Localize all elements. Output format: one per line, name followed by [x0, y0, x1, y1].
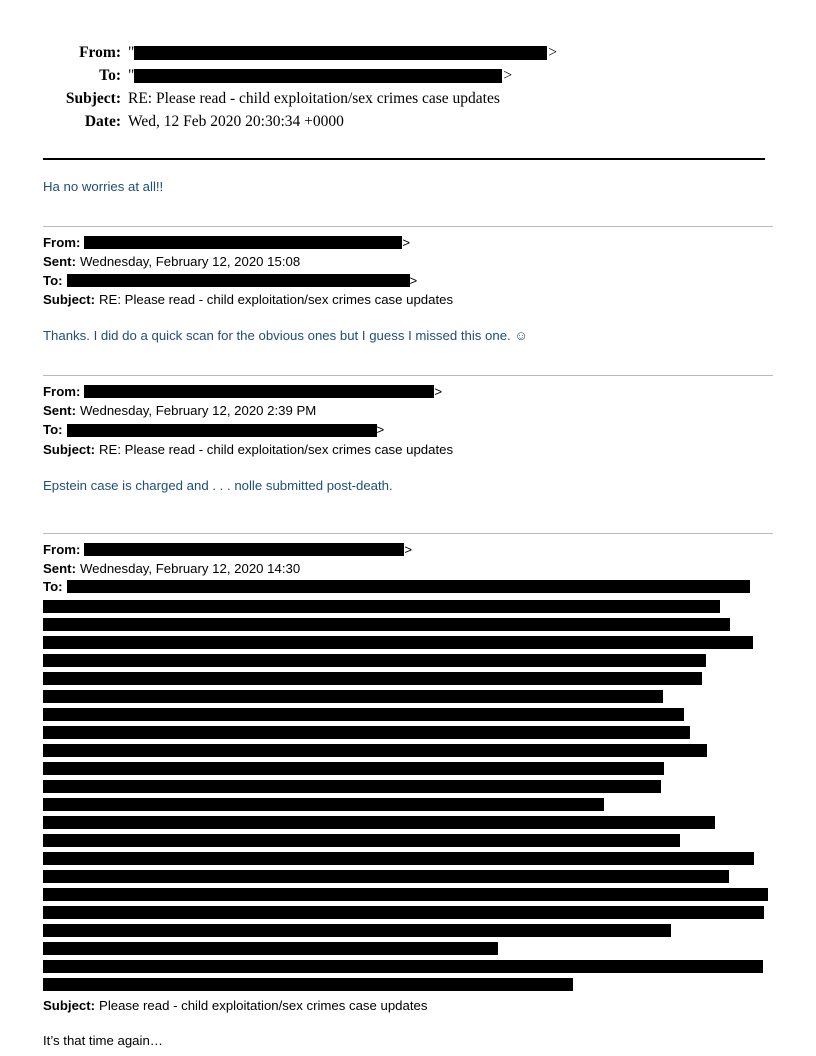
- message-sent-row: [43, 401, 773, 420]
- message-to-label: To:: [43, 273, 63, 289]
- redaction-bar: [43, 924, 671, 937]
- message-separator: [43, 533, 773, 534]
- message-sent-value: Wednesday, February 12, 2020 2:39 PM: [79, 403, 317, 419]
- redaction-bar: [43, 672, 702, 685]
- angle-bracket: >: [402, 234, 411, 250]
- message-to-row: [43, 271, 773, 290]
- redaction-bar: [43, 960, 763, 973]
- message-sent-row: [43, 559, 773, 578]
- message-sent-value: Wednesday, February 12, 2020 14:30: [79, 560, 301, 576]
- message-body: It’s that time again…: [43, 1032, 163, 1048]
- message-from-label: From:: [43, 234, 81, 250]
- redaction-bar: [43, 654, 706, 667]
- redaction-bar: [43, 816, 715, 829]
- redaction-bar: [84, 385, 434, 398]
- redaction-bar: [134, 46, 547, 60]
- email-header: [43, 44, 773, 136]
- redaction-bar: [43, 618, 730, 631]
- redaction-bar: [43, 636, 753, 649]
- redaction-bar: [43, 906, 764, 919]
- redaction-bar: [43, 690, 663, 703]
- angle-bracket: >: [548, 44, 558, 61]
- message-to-label: To:: [43, 578, 63, 594]
- message-from-label: From:: [43, 384, 81, 400]
- message-from-row: [43, 540, 773, 559]
- redaction-bar: [43, 744, 707, 757]
- message-to-row: [43, 578, 773, 595]
- angle-bracket: >: [503, 67, 513, 84]
- angle-bracket: >: [409, 273, 418, 289]
- message-separator: [43, 226, 773, 227]
- header-row-from: [43, 44, 773, 64]
- redaction-bar: [43, 888, 768, 901]
- message-from-row: [43, 382, 773, 401]
- redaction-bar: [43, 798, 604, 811]
- redaction-bar: [84, 543, 404, 556]
- header-label-subject: Subject:: [65, 90, 121, 107]
- reply-text: Ha no worries at all!!: [43, 179, 164, 194]
- message-body: Epstein case is charged and . . . nolle submitted post-death.: [43, 477, 393, 493]
- message-subject-row: [43, 290, 773, 309]
- message-subject-label: Subject:: [43, 292, 96, 308]
- redaction-bar: [43, 708, 684, 721]
- message-sent-label: Sent:: [43, 253, 76, 269]
- message-sent-label: Sent:: [43, 560, 76, 576]
- quoted-message-3: [43, 533, 773, 1048]
- redaction-bar: [43, 870, 729, 883]
- redaction-bar: [43, 942, 498, 955]
- redaction-bar: [67, 424, 377, 437]
- message-to-row: [43, 420, 773, 439]
- redaction-bar: [67, 274, 410, 287]
- redaction-bar: [134, 69, 502, 83]
- redaction-bar: [43, 978, 573, 991]
- header-divider: [43, 158, 765, 160]
- header-row-date: [43, 113, 773, 133]
- message-to-label: To:: [43, 422, 63, 438]
- message-sent-value: Wednesday, February 12, 2020 15:08: [79, 253, 301, 269]
- redacted-recipient-list: [43, 600, 773, 991]
- header-value-date: Wed, 12 Feb 2020 20:30:34 +0000: [128, 113, 344, 130]
- angle-bracket: >: [404, 541, 413, 557]
- message-from-row: [43, 233, 773, 252]
- angle-bracket: >: [434, 384, 443, 400]
- message-subject-label: Subject:: [43, 441, 96, 457]
- message-body: Thanks. I did do a quick scan for the obvious ones but I guess I missed this one. ☺: [43, 328, 528, 344]
- header-label-from: From:: [79, 44, 121, 61]
- message-sent-row: [43, 252, 773, 271]
- header-row-subject: [43, 90, 773, 110]
- redaction-bar: [43, 834, 680, 847]
- redaction-bar: [84, 236, 402, 249]
- header-value-from: [128, 44, 557, 62]
- message-subject-label: Subject:: [43, 997, 96, 1013]
- redaction-bar: [43, 600, 720, 613]
- email-body: [43, 178, 773, 1048]
- header-row-to: [43, 67, 773, 87]
- message-separator: [43, 375, 773, 376]
- quoted-message-1: [43, 226, 773, 345]
- message-subject-value: RE: Please read - child exploitation/sex crimes case updates: [99, 441, 454, 457]
- message-from-label: From:: [43, 541, 81, 557]
- quote-mark: ": [128, 67, 135, 84]
- redaction-bar: [43, 726, 690, 739]
- redaction-bar: [43, 852, 754, 865]
- quoted-message-2: [43, 375, 773, 494]
- message-subject-value: Please read - child exploitation/sex crimes case updates: [99, 997, 428, 1013]
- header-value-to: [128, 67, 512, 85]
- message-subject-value: RE: Please read - child exploitation/sex crimes case updates: [99, 292, 454, 308]
- header-value-subject: RE: Please read - child exploitation/sex crimes case updates: [128, 90, 500, 107]
- message-sent-label: Sent:: [43, 403, 76, 419]
- quote-mark: ": [128, 44, 135, 61]
- message-subject-row: [43, 996, 773, 1015]
- header-label-to: To:: [99, 67, 121, 84]
- message-subject-row: [43, 440, 773, 459]
- redaction-bar: [67, 580, 750, 593]
- redaction-bar: [43, 762, 664, 775]
- header-label-date: Date:: [84, 113, 121, 130]
- angle-bracket: >: [376, 422, 385, 438]
- redaction-bar: [43, 780, 661, 793]
